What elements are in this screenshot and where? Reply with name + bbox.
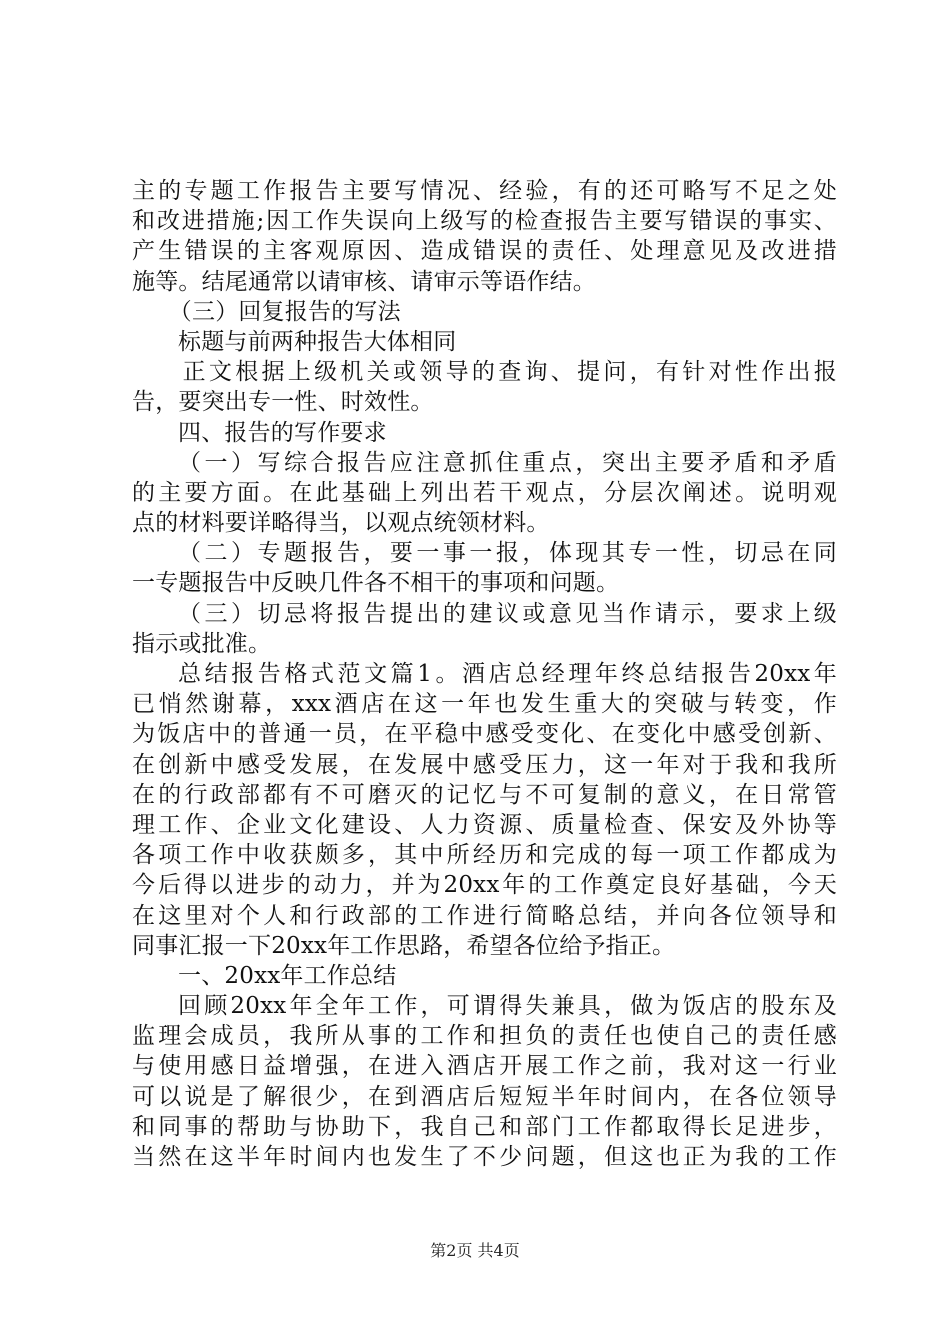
text-line: 施等。结尾通常以请审核、请审示等语作结。 (132, 268, 596, 295)
text-line: 一、20xx年工作总结 (178, 962, 397, 989)
text-line: 理工作、企业文化建设、人力资源、质量检查、保安及外协等 (132, 811, 837, 838)
text-line: 在这里对个人和行政部的工作进行简略总结，并向各位领导和 (132, 902, 837, 929)
text-line: 为饭店中的普通一员，在平稳中感受变化、在变化中感受创新、 (132, 721, 837, 748)
text-line: 一专题报告中反映几件各不相干的事项和问题。 (132, 570, 620, 597)
text-line: （二）专题报告，要一事一报，体现其专一性，切忌在同 (178, 540, 837, 567)
text-line: 和同事的帮助与协助下，我自己和部门工作都取得长足进步， (132, 1113, 837, 1140)
text-line: 监理会成员，我所从事的工作和担负的责任也使自己的责任感 (132, 1023, 837, 1050)
text-line: 与使用感日益增强，在进入酒店开展工作之前，我对这一行业 (132, 1053, 837, 1080)
text-line: 已悄然谢幕，xxx酒店在这一年也发生重大的突破与转变，作 (132, 691, 837, 718)
text-line: 今后得以进步的动力，并为20xx年的工作奠定良好基础，今天 (132, 872, 837, 899)
text-line: 各项工作中收获颇多，其中所经历和完成的每一项工作都成为 (132, 842, 837, 869)
text-line: 主的专题工作报告主要写情况、经验，有的还可略写不足之处 (132, 178, 837, 204)
text-line: 告，要突出专一性、时效性。 (132, 389, 434, 416)
text-line: 正文根据上级机关或领导的查询、提问，有针对性作出报 (182, 359, 837, 386)
page-footer: 第2页 共4页 (430, 1241, 520, 1260)
text-line: 四、报告的写作要求 (178, 419, 387, 446)
text-line: （一）写综合报告应注意抓住重点，突出主要矛盾和矛盾 (178, 449, 837, 476)
text-line: 和改进措施;因工作失误向上级写的检查报告主要写错误的事实、 (132, 208, 837, 235)
text-line: （三）切忌将报告提出的建议或意见当作请示，要求上级 (178, 600, 837, 627)
text-line: 回顾20xx年全年工作，可谓得失兼具，做为饭店的股东及 (178, 993, 837, 1020)
text-line: 当然在这半年时间内也发生了不少问题，但这也正为我的工作 (132, 1144, 837, 1170)
text-line: 产生错误的主客观原因、造成错误的责任、处理意见及改进措 (132, 238, 837, 265)
text-line: 可以说是了解很少，在到酒店后短短半年时间内，在各位领导 (132, 1083, 837, 1110)
text-line: 在创新中感受发展，在发展中感受压力，这一年对于我和我所 (132, 751, 837, 778)
text-line: 标题与前两种报告大体相同 (178, 328, 457, 355)
text-line: 指示或批准。 (132, 630, 272, 657)
text-line: 点的材料要详略得当，以观点统领材料。 (132, 510, 550, 537)
text-line: 的主要方面。在此基础上列出若干观点，分层次阐述。说明观 (132, 479, 837, 506)
text-line: 在的行政部都有不可磨灭的记忆与不可复制的意义，在日常管 (132, 781, 837, 808)
text-line: （三）回复报告的写法 (168, 298, 401, 325)
document-body (132, 176, 837, 1172)
text-line: 同事汇报一下20xx年工作思路，希望各位给予指正。 (132, 932, 676, 959)
text-line: 总结报告格式范文篇1。酒店总经理年终总结报告20xx年 (178, 661, 837, 687)
